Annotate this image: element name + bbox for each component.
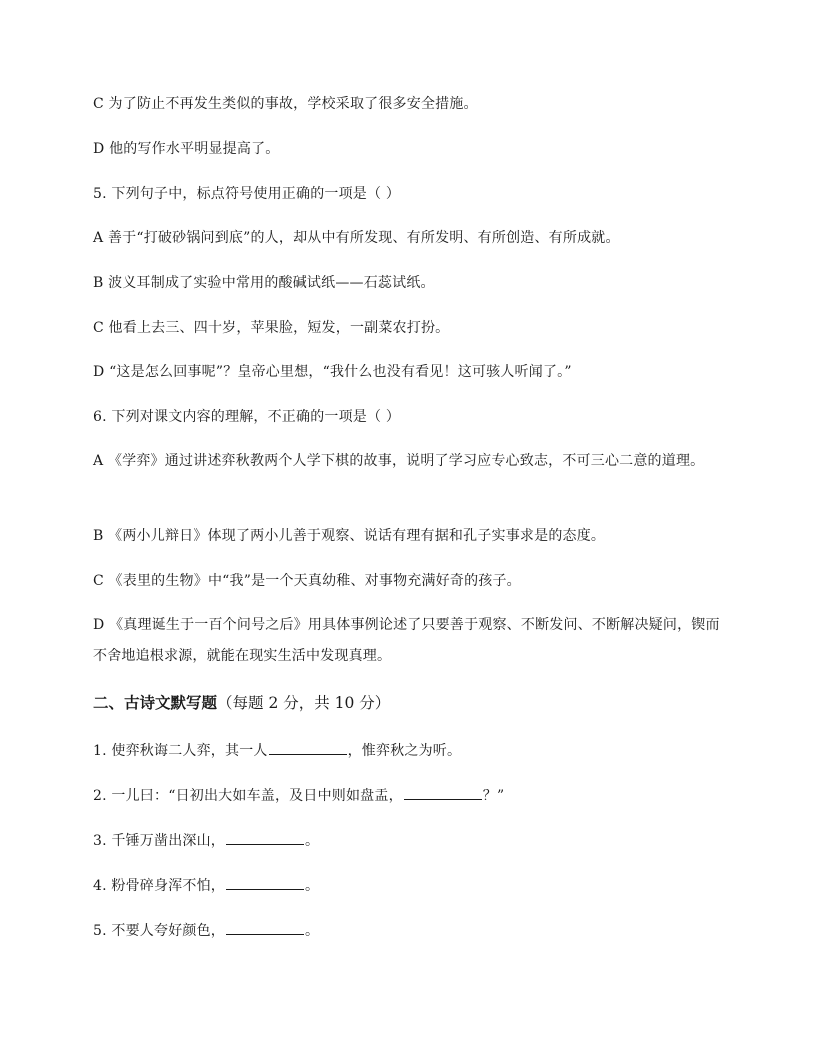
poem-1-after: ，惟弈秋之为听。: [347, 743, 462, 759]
poem-4-after: 。: [305, 878, 320, 894]
q5-stem: 5. 下列句子中，标点符号使用正确的一项是（ ）: [93, 186, 401, 202]
q5-option-a: A 善于“打破砂锅问到底”的人，却从中有所发现、有所发明、有所创造、有所成就。: [93, 230, 620, 246]
answer-blank-3[interactable]: [226, 830, 304, 845]
poem-line-1: [93, 740, 461, 761]
section-heading: [93, 692, 390, 714]
q5-option-b: B 波义耳制成了实验中常用的酸碱试纸——石蕊试纸。: [93, 275, 435, 291]
answer-blank-1[interactable]: [269, 740, 347, 755]
poem-5-after: 。: [305, 923, 320, 939]
poem-line-3: [93, 830, 319, 851]
poem-2-after: ？”: [482, 788, 505, 804]
q4-option-d: D 他的写作水平明显提高了。: [93, 141, 280, 157]
poem-3-after: 。: [305, 833, 320, 849]
section-note: （每题 2 分，共 10 分）: [217, 694, 391, 712]
poem-line-2: [93, 785, 504, 806]
q5-option-d: D “这是怎么回事呢”？皇帝心里想，“我什么也没有看见！这可骇人听闻了。”: [93, 364, 572, 380]
q4-option-c: C 为了防止不再发生类似的事故，学校采取了很多安全措施。: [93, 96, 478, 112]
poem-line-4: [93, 875, 319, 896]
answer-blank-5[interactable]: [226, 920, 304, 935]
q6-option-c: C 《表里的生物》中“我”是一个天真幼稚、对事物充满好奇的孩子。: [93, 573, 521, 589]
poem-4-before: 4. 粉骨碎身浑不怕，: [93, 878, 226, 894]
poem-2-before: 2. 一儿曰：“日初出大如车盖，及日中则如盘盂，: [93, 788, 403, 804]
poem-line-5: [93, 920, 319, 941]
poem-1-before: 1. 使弈秋诲二人弈，其一人: [93, 743, 268, 759]
document-page: [93, 0, 733, 1056]
answer-blank-4[interactable]: [226, 875, 304, 890]
section-title: 二、古诗文默写题: [93, 693, 218, 712]
answer-blank-2[interactable]: [404, 785, 482, 800]
poem-3-before: 3. 千锤万凿出深山，: [93, 833, 226, 849]
q6-option-d: D 《真理诞生于一百个问号之后》用具体事例论述了只要善于观察、不断发问、不断解决疑问，锲而不舍地追根求源，就能在现实生活中发现真理。: [93, 617, 720, 664]
q6-option-b: B 《两小儿辩日》体现了两小儿善于观察、说话有理有据和孔子实事求是的态度。: [93, 528, 606, 544]
q5-option-c: C 他看上去三、四十岁，苹果脸，短发，一副菜农打扮。: [93, 320, 450, 336]
poem-5-before: 5. 不要人夸好颜色，: [93, 923, 226, 939]
q6-stem: 6. 下列对课文内容的理解，不正确的一项是（ ）: [93, 409, 401, 425]
q6-option-a: A 《学弈》通过讲述弈秋教两个人学下棋的故事，说明了学习应专心致志，不可三心二意的道理。: [93, 453, 705, 469]
